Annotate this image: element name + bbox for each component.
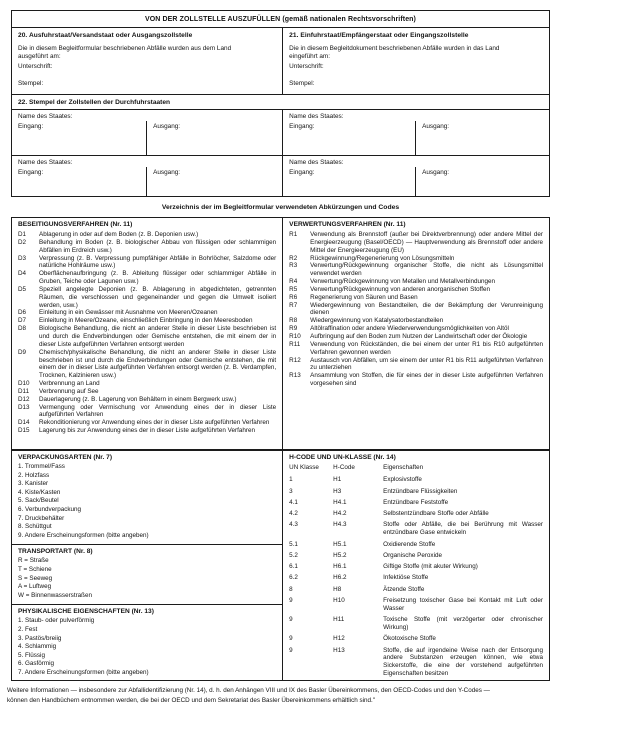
un-class-value: 9: [289, 597, 293, 605]
un-class-value: 9: [289, 635, 293, 643]
h-code-value: H3: [333, 487, 342, 495]
h-code-value: H5.1: [333, 540, 347, 548]
code-list-item: [18, 239, 276, 255]
code-list-item: [289, 294, 543, 302]
footnote-line: Weitere Informationen — insbesondere zur Abfallidentifizierung (Nr. 14), d. h. den Anhängen VIII und IX des Basler Übereinkommens, den OECD-Codes und den Y-Codes —: [7, 687, 490, 694]
code-description: Rückgewinnung/Regenerierung von Lösungsmitteln: [310, 254, 455, 262]
h-code-description: Entzündbare Flüssigkeiten: [383, 487, 458, 495]
hcode-col-un-klasse: UN Klasse: [289, 464, 319, 471]
h-code-value: H13: [333, 646, 345, 654]
code-description: Vermengung oder Vermischung vor Anwendung eines der in dieser Liste aufgeführten Verfahren: [39, 403, 277, 419]
list-item: A = Luftweg: [18, 583, 52, 591]
left-classification-column: [12, 451, 283, 680]
transit-state-cell: [12, 156, 283, 196]
un-class-value: 9: [289, 616, 293, 624]
code-list-item: [18, 270, 276, 286]
customs-section-header: VON DER ZOLLSTELLE AUSZUFÜLLEN (gemäß nationalen Rechtsvorschriften): [12, 11, 549, 28]
packaging-list: [18, 463, 276, 540]
code-list-item: [289, 333, 543, 341]
hcode-table-row: [289, 635, 543, 643]
box-20-signature-label: Unterschrift:: [18, 63, 53, 70]
physical-properties-section: [12, 604, 282, 681]
h-code-value: H10: [333, 597, 345, 605]
box-20-body: Die in diesem Begleitformular beschriebenen Abfälle wurden aus dem Land ausgeführt am:: [18, 45, 232, 60]
code-label: D2: [18, 238, 27, 246]
state-name-label: Name des Staates:: [18, 113, 73, 120]
code-description: Verbrennung an Land: [39, 380, 100, 388]
h-code-value: H1: [333, 476, 342, 484]
un-class-value: 6.2: [289, 574, 298, 582]
h-code-description: Freisetzung toxischer Gase bei Kontakt mit Luft oder Wasser: [383, 597, 543, 612]
transport-section: [12, 544, 282, 604]
code-list-item: [289, 231, 543, 255]
code-description: Lagerung bis zur Anwendung eines der in dieser Liste aufgeführten Verfahren: [39, 427, 255, 435]
code-list-item: [18, 419, 276, 427]
h-code-description: Ätzende Stoffe: [383, 585, 425, 593]
h-code-value: H12: [333, 635, 345, 643]
code-description: Verwendung von Rückständen, die bei einem der unter R1 bis R10 aufgeführten Verfahren gewonnen werden: [310, 340, 543, 356]
list-item: 3. Pastös/breiig: [18, 634, 62, 642]
h-code-description: Stoffe, die auf irgendeine Weise nach der Entsorgung andere Substanzen erzeugen können, wie etwa Sickerstoffe, die eine der vorstehend aufgeführten Eigenschaften besitzen: [383, 646, 543, 677]
code-list-item: [289, 341, 543, 357]
hcode-table-row: [289, 488, 543, 496]
transit-stamps-grid: [12, 110, 549, 196]
hcode-table-row: [289, 552, 543, 560]
code-list-item: [289, 302, 543, 318]
classification-codes-box: [11, 450, 550, 681]
list-item: 2. Holzfass: [18, 471, 50, 479]
hcode-table-row: [289, 574, 543, 582]
list-item: 3. Kanister: [18, 480, 49, 488]
recovery-title: VERWERTUNGSVERFAHREN (Nr. 11): [289, 221, 406, 228]
hcode-table-row: [289, 541, 543, 549]
un-class-value: 6.1: [289, 563, 298, 571]
state-name-label: Name des Staates:: [289, 159, 344, 166]
code-list-item: [289, 317, 543, 325]
h-code-value: H6.2: [333, 574, 347, 582]
code-label: R10: [289, 332, 301, 340]
entry-label: Eingang:: [283, 121, 416, 155]
transport-list: [18, 557, 276, 600]
code-list-item: [18, 427, 276, 435]
code-description: Verwendung als Brennstoff (außer bei Direktverbrennung) oder andere Mittel der Energieerzeugung (Basel/OECD) — Hauptverwendung als Brennstoff oder andere Mittel der Energieerzeugung (EU): [310, 231, 543, 254]
list-item: 9. Andere Erscheinungsformen (bitte angeben): [18, 531, 149, 539]
code-label: R3: [289, 262, 298, 270]
code-list-item: [18, 396, 276, 404]
code-list-item: [18, 325, 276, 349]
operations-codes-box: [11, 217, 550, 450]
code-list-item: [289, 262, 543, 278]
code-label: D6: [18, 309, 27, 317]
un-class-value: 9: [289, 646, 293, 654]
code-label: D3: [18, 254, 27, 262]
h-code-value: H8: [333, 585, 342, 593]
code-label: R6: [289, 293, 298, 301]
code-description: Wiedergewinnung von Katalysatorbestandteilen: [310, 317, 444, 325]
hcode-col-eigenschaften: Eigenschaften: [383, 464, 424, 471]
code-list-item: [289, 325, 543, 333]
h-code-description: Selbstentzündbare Stoffe oder Abfälle: [383, 510, 489, 518]
state-name-label: Name des Staates:: [289, 113, 344, 120]
code-label: R12: [289, 356, 301, 364]
code-list-item: [18, 404, 276, 420]
code-label: R8: [289, 317, 298, 325]
code-list-item: [289, 255, 543, 263]
code-description: Regenerierung von Säuren und Basen: [310, 293, 418, 301]
h-code-value: H4.1: [333, 498, 347, 506]
code-list-item: [289, 278, 543, 286]
hcode-table-rows: [289, 476, 543, 677]
code-label: R4: [289, 278, 298, 286]
code-label: D11: [18, 387, 30, 395]
list-item: 6. Verbundverpackung: [18, 505, 82, 513]
state-name-label: Name des Staates:: [18, 159, 73, 166]
h-code-description: Giftige Stoffe (mit akuter Wirkung): [383, 563, 478, 571]
recovery-list: [289, 231, 543, 388]
packaging-title: VERPACKUNGSARTEN (Nr. 7): [18, 454, 113, 461]
code-label: R7: [289, 301, 298, 309]
code-label: R5: [289, 285, 298, 293]
code-list-item: [18, 380, 276, 388]
list-item: 1. Trommel/Fass: [18, 463, 65, 470]
h-code-value: H4.2: [333, 510, 347, 518]
code-description: Verwertung/Rückgewinnung organischer Stoffe, die nicht als Lösungsmittel verwendet werden: [310, 262, 543, 278]
code-list-item: [18, 309, 276, 317]
exit-label: Ausgang:: [422, 123, 450, 130]
footnote: [7, 686, 596, 705]
code-label: D14: [18, 419, 30, 427]
code-label: R9: [289, 325, 298, 333]
h-code-description: Organische Peroxide: [383, 551, 442, 559]
list-item: T = Schiene: [18, 565, 52, 573]
h-code-value: H6.1: [333, 563, 347, 571]
h-code-description: Explosivstoffe: [383, 476, 422, 484]
disposal-list: [18, 231, 276, 435]
box-22-title: 22. Stempel der Zollstellen der Durchfuhrstaaten: [12, 95, 549, 110]
code-description: Einleitung in Meere/Ozeane, einschließlich Einbringung in den Meeresboden: [39, 317, 253, 325]
box-21-import-state: [283, 28, 549, 94]
box-21-signature-label: Unterschrift:: [289, 63, 324, 70]
disposal-title: BESEITIGUNGSVERFAHREN (Nr. 11): [18, 221, 133, 228]
code-label: R11: [289, 340, 301, 348]
code-description: Oberflächenaufbringung (z. B. Ableitung flüssiger oder schlammiger Abfälle in Gruben, Teiche oder Lagunen usw.): [39, 270, 277, 286]
code-description: Verwertung/Rückgewinnung von Metallen und Metallverbindungen: [310, 278, 495, 286]
code-list-item: [18, 388, 276, 396]
code-label: D13: [18, 403, 30, 411]
hcode-col-h-code: H-Code: [333, 464, 355, 471]
hcode-table-row: [289, 499, 543, 507]
physical-properties-title: PHYSIKALISCHE EIGENSCHAFTEN (Nr. 13): [18, 608, 154, 616]
recovery-operations-column: [283, 218, 549, 449]
code-label: D1: [18, 231, 27, 238]
hcode-table-row: [289, 647, 543, 678]
un-class-value: 5.2: [289, 551, 298, 559]
list-item: 5. Sack/Beutel: [18, 497, 59, 505]
un-class-value: 4.3: [289, 521, 298, 529]
code-label: R13: [289, 372, 301, 380]
code-label: D8: [18, 325, 27, 333]
h-code-value: H11: [333, 616, 345, 624]
packaging-section: [12, 451, 282, 544]
list-item: R = Straße: [18, 557, 49, 565]
list-item: 1. Staub- oder pulverförmig: [18, 617, 95, 625]
code-description: Ansammlung von Stoffen, die für eines der in dieser Liste aufgeführten Verfahren vorgesehen sind: [310, 372, 543, 388]
box-21-body: Die in diesem Begleitdokument beschriebenen Abfälle wurden in das Land eingeführt am:: [289, 45, 500, 60]
un-class-value: 3: [289, 487, 293, 495]
h-code-description: Ökotoxische Stoffe: [383, 635, 436, 643]
hcode-title: H-CODE UND UN-KLASSE (Nr. 14): [289, 454, 396, 461]
hcode-section: [283, 451, 549, 680]
code-description: Altölraffination oder andere Wiederverwendungsmöglichkeiten von Altöl: [310, 325, 509, 333]
code-description: Verbrennung auf See: [39, 387, 99, 395]
list-item: 7. Druckbehälter: [18, 514, 65, 522]
transit-state-cell: [283, 110, 549, 156]
un-class-value: 5.1: [289, 540, 298, 548]
code-description: Wiedergewinnung von Bestandteilen, die der Bekämpfung der Verunreinigung dienen: [310, 301, 543, 317]
code-list-item: [18, 286, 276, 310]
boxes-20-21-row: [12, 28, 549, 95]
entry-label: Eingang:: [12, 167, 147, 196]
h-code-value: H5.2: [333, 551, 347, 559]
un-class-value: 4.2: [289, 510, 298, 518]
code-description: Behandlung im Boden (z. B. biologischer Abbau von flüssigen oder schlammigen Abfällen im Erdreich usw.): [39, 238, 277, 254]
hcode-table-row: [289, 476, 543, 484]
code-description: Rekonditionierung vor Anwendung eines der in dieser Liste aufgeführten Verfahren: [39, 419, 270, 427]
code-list-item: [18, 255, 276, 271]
code-label: D7: [18, 317, 27, 325]
code-description: Verwertung/Rückgewinnung von anderen anorganischen Stoffen: [310, 285, 490, 293]
h-code-description: Oxidierende Stoffe: [383, 540, 436, 548]
code-label: D10: [18, 380, 30, 388]
transit-state-cell: [283, 156, 549, 196]
box-20-stamp-label: Stempel:: [18, 80, 44, 87]
code-description: Verpressung (z. B. Verpressung pumpfähiger Abfälle in Bohrlöcher, Salzdome oder natürliche Hohlräume usw.): [39, 254, 277, 270]
code-description: Aufbringung auf den Boden zum Nutzen der Landwirtschaft oder der Ökologie: [310, 332, 528, 340]
box-20-export-state: [12, 28, 283, 94]
box-21-title: 21. Einfuhrstaat/Empfängerstaat oder Eingangszollstelle: [289, 32, 469, 39]
hcode-table-row: [289, 597, 543, 613]
physical-properties-list: [18, 617, 276, 677]
code-description: Chemisch/physikalische Behandlung, die nicht an anderer Stelle in dieser Liste beschrieben ist und durch die Endverbindungen oder Gemische entstehen, die mit einem der in dieser Liste aufgeführten Verfahren entsorgt werden (z. B. Verdampfen, Trocknen, Kalzinieren usw.): [39, 348, 277, 380]
disposal-operations-column: [12, 218, 283, 449]
code-description: Dauerlagerung (z. B. Lagerung von Behältern in einem Bergwerk usw.): [39, 395, 237, 403]
h-code-description: Toxische Stoffe (mit verzögerter oder chronischer Wirkung): [383, 616, 543, 631]
un-class-value: 1: [289, 476, 293, 484]
code-label: D9: [18, 348, 27, 356]
code-description: Ablagerung in oder auf dem Boden (z. B. Deponien usw.): [39, 231, 199, 238]
customs-section: [11, 10, 550, 197]
list-item: 8. Schüttgut: [18, 523, 52, 531]
code-description: Austausch von Abfällen, um sie einem der unter R1 bis R11 aufgeführten Verfahren zu unterziehen: [310, 356, 543, 372]
code-list-item: [289, 286, 543, 294]
entry-label: Eingang:: [283, 167, 416, 196]
list-item: 2. Fest: [18, 625, 38, 633]
list-item: 5. Flüssig: [18, 651, 45, 659]
hcode-table-header: [289, 464, 543, 472]
code-list-item: [18, 349, 276, 380]
list-item: W = Binnenwasserstraßen: [18, 591, 93, 599]
h-code-description: Stoffe oder Abfälle, die bei Berührung mit Wasser entzündbare Gase entwickeln: [383, 521, 543, 537]
list-item: S = Seeweg: [18, 574, 53, 582]
h-code-description: Infektiöse Stoffe: [383, 574, 429, 582]
transit-state-cell: [12, 110, 283, 156]
code-list-item: [289, 357, 543, 373]
code-description: Einleitung in ein Gewässer mit Ausnahme von Meeren/Ozeanen: [39, 309, 218, 317]
list-item: 4. Schlammig: [18, 643, 57, 651]
hcode-table-row: [289, 521, 543, 537]
waste-shipment-form: [7, 10, 550, 705]
transport-title: TRANSPORTART (Nr. 8): [18, 548, 93, 556]
code-list-item: [18, 317, 276, 325]
h-code-value: H4.3: [333, 521, 347, 529]
code-label: D15: [18, 427, 30, 435]
footnote-line: können den Handbüchern entnommen werden, die bei der OECD und dem Sekretariat des Basler Übereinkommens erhältlich sind.": [7, 696, 376, 704]
box-20-title: 20. Ausfuhrstaat/Versandstaat oder Ausgangszollstelle: [18, 32, 193, 39]
entry-label: Eingang:: [12, 121, 147, 155]
un-class-value: 8: [289, 585, 293, 593]
code-description: Biologische Behandlung, die nicht an anderer Stelle in dieser Liste beschrieben ist und durch die Endverbindungen oder Gemische entstehen, die mit einem der in dieser Liste aufgeführten Verfahren entsorgt werden: [39, 325, 277, 348]
list-item: 6. Gasförmig: [18, 660, 55, 668]
hcode-table-row: [289, 563, 543, 571]
hcode-table-row: [289, 510, 543, 518]
hcode-table-row: [289, 586, 543, 594]
code-label: R1: [289, 231, 298, 238]
code-label: D12: [18, 395, 30, 403]
code-label: D4: [18, 270, 27, 278]
h-code-description: Entzündbare Feststoffe: [383, 498, 449, 506]
hcode-table-row: [289, 616, 543, 632]
code-list-item: [289, 372, 543, 388]
code-description: Speziell angelegte Deponien (z. B. Ablagerung in abgedichteten, getrennten Räumen, die verschlossen und gegeneinander und gegen die Umwelt isoliert werden, usw.): [39, 285, 277, 309]
exit-label: Ausgang:: [153, 169, 181, 176]
list-item: 4. Kiste/Kasten: [18, 488, 61, 496]
codes-list-title: Verzeichnis der im Begleitformular verwendeten Abkürzungen und Codes: [161, 204, 400, 211]
box-21-stamp-label: Stempel:: [289, 80, 315, 87]
exit-label: Ausgang:: [153, 123, 181, 130]
code-label: R2: [289, 254, 298, 262]
code-label: D5: [18, 285, 27, 293]
exit-label: Ausgang:: [422, 169, 450, 176]
list-item: 7. Andere Erscheinungsformen (bitte angeben): [18, 668, 149, 676]
code-list-item: [18, 231, 276, 239]
un-class-value: 4.1: [289, 498, 298, 506]
